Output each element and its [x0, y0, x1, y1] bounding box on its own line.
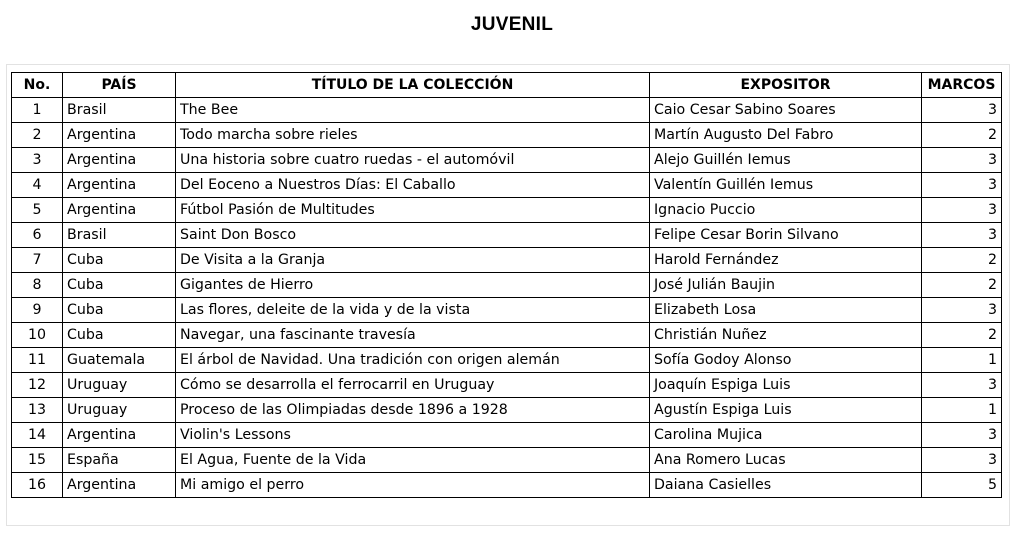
cell-expositor: Sofía Godoy Alonso	[650, 348, 922, 373]
cell-marcos: 3	[922, 298, 1002, 323]
cell-expositor: Joaquín Espiga Luis	[650, 373, 922, 398]
table-row	[12, 323, 1002, 348]
cell-expositor: Ignacio Puccio	[650, 198, 922, 223]
cell-titulo: Una historia sobre cuatro ruedas - el automóvil	[176, 148, 650, 173]
cell-marcos: 2	[922, 273, 1002, 298]
header-marcos: MARCOS	[922, 73, 1002, 98]
cell-marcos: 1	[922, 398, 1002, 423]
header-no: No.	[12, 73, 63, 98]
cell-pais: Argentina	[63, 473, 176, 498]
cell-expositor: Felipe Cesar Borin Silvano	[650, 223, 922, 248]
page-title: JUVENIL	[470, 14, 554, 35]
cell-marcos: 3	[922, 223, 1002, 248]
collections-table	[11, 72, 1002, 498]
cell-titulo: De Visita a la Granja	[176, 248, 650, 273]
cell-marcos: 3	[922, 373, 1002, 398]
cell-marcos: 3	[922, 448, 1002, 473]
cell-titulo: Cómo se desarrolla el ferrocarril en Uruguay	[176, 373, 650, 398]
cell-titulo: El árbol de Navidad. Una tradición con origen alemán	[176, 348, 650, 373]
cell-titulo: Navegar, una fascinante travesía	[176, 323, 650, 348]
cell-no: 10	[12, 323, 63, 348]
table-row	[12, 273, 1002, 298]
table-row	[12, 373, 1002, 398]
cell-titulo: Violin's Lessons	[176, 423, 650, 448]
cell-expositor: Caio Cesar Sabino Soares	[650, 98, 922, 123]
table-row	[12, 398, 1002, 423]
header-titulo: TÍTULO DE LA COLECCIÓN	[176, 73, 650, 98]
cell-marcos: 2	[922, 123, 1002, 148]
cell-no: 2	[12, 123, 63, 148]
cell-marcos: 5	[922, 473, 1002, 498]
cell-expositor: Elizabeth Losa	[650, 298, 922, 323]
cell-no: 14	[12, 423, 63, 448]
table-header-row	[12, 73, 1002, 98]
table-row	[12, 248, 1002, 273]
cell-no: 4	[12, 173, 63, 198]
cell-expositor: José Julián Baujin	[650, 273, 922, 298]
cell-no: 7	[12, 248, 63, 273]
cell-pais: Uruguay	[63, 398, 176, 423]
table-row	[12, 348, 1002, 373]
cell-pais: Brasil	[63, 223, 176, 248]
cell-no: 3	[12, 148, 63, 173]
cell-pais: Argentina	[63, 123, 176, 148]
table-row	[12, 173, 1002, 198]
table-row	[12, 448, 1002, 473]
table-row	[12, 223, 1002, 248]
cell-expositor: Alejo Guillén Iemus	[650, 148, 922, 173]
cell-marcos: 1	[922, 348, 1002, 373]
table-row	[12, 473, 1002, 498]
cell-no: 1	[12, 98, 63, 123]
cell-pais: Cuba	[63, 298, 176, 323]
cell-titulo: Saint Don Bosco	[176, 223, 650, 248]
cell-no: 16	[12, 473, 63, 498]
cell-no: 6	[12, 223, 63, 248]
cell-marcos: 3	[922, 173, 1002, 198]
cell-marcos: 3	[922, 148, 1002, 173]
cell-no: 13	[12, 398, 63, 423]
cell-titulo: Las flores, deleite de la vida y de la vista	[176, 298, 650, 323]
cell-no: 15	[12, 448, 63, 473]
cell-expositor: Christián Nuñez	[650, 323, 922, 348]
table-row	[12, 423, 1002, 448]
cell-marcos: 3	[922, 98, 1002, 123]
table-row	[12, 298, 1002, 323]
cell-no: 11	[12, 348, 63, 373]
cell-pais: Argentina	[63, 423, 176, 448]
cell-titulo: Todo marcha sobre rieles	[176, 123, 650, 148]
table-row	[12, 198, 1002, 223]
cell-pais: Brasil	[63, 98, 176, 123]
cell-no: 8	[12, 273, 63, 298]
cell-expositor: Ana Romero Lucas	[650, 448, 922, 473]
header-pais: PAÍS	[63, 73, 176, 98]
cell-expositor: Valentín Guillén Iemus	[650, 173, 922, 198]
cell-expositor: Daiana Casielles	[650, 473, 922, 498]
table-row	[12, 148, 1002, 173]
cell-pais: Uruguay	[63, 373, 176, 398]
cell-titulo: Mi amigo el perro	[176, 473, 650, 498]
cell-no: 12	[12, 373, 63, 398]
cell-marcos: 2	[922, 323, 1002, 348]
table-row	[12, 98, 1002, 123]
cell-no: 9	[12, 298, 63, 323]
cell-marcos: 3	[922, 198, 1002, 223]
header-expositor: EXPOSITOR	[650, 73, 922, 98]
table-body	[12, 98, 1002, 498]
cell-titulo: Gigantes de Hierro	[176, 273, 650, 298]
cell-titulo: Proceso de las Olimpiadas desde 1896 a 1928	[176, 398, 650, 423]
cell-pais: Cuba	[63, 248, 176, 273]
cell-expositor: Agustín Espiga Luis	[650, 398, 922, 423]
cell-titulo: The Bee	[176, 98, 650, 123]
cell-marcos: 3	[922, 423, 1002, 448]
cell-pais: Cuba	[63, 323, 176, 348]
cell-titulo: El Agua, Fuente de la Vida	[176, 448, 650, 473]
cell-pais: España	[63, 448, 176, 473]
cell-pais: Guatemala	[63, 348, 176, 373]
table-row	[12, 123, 1002, 148]
cell-titulo: Fútbol Pasión de Multitudes	[176, 198, 650, 223]
cell-no: 5	[12, 198, 63, 223]
cell-expositor: Harold Fernández	[650, 248, 922, 273]
cell-titulo: Del Eoceno a Nuestros Días: El Caballo	[176, 173, 650, 198]
cell-pais: Argentina	[63, 173, 176, 198]
cell-pais: Argentina	[63, 148, 176, 173]
cell-expositor: Carolina Mujica	[650, 423, 922, 448]
cell-pais: Cuba	[63, 273, 176, 298]
cell-expositor: Martín Augusto Del Fabro	[650, 123, 922, 148]
cell-marcos: 2	[922, 248, 1002, 273]
cell-pais: Argentina	[63, 198, 176, 223]
